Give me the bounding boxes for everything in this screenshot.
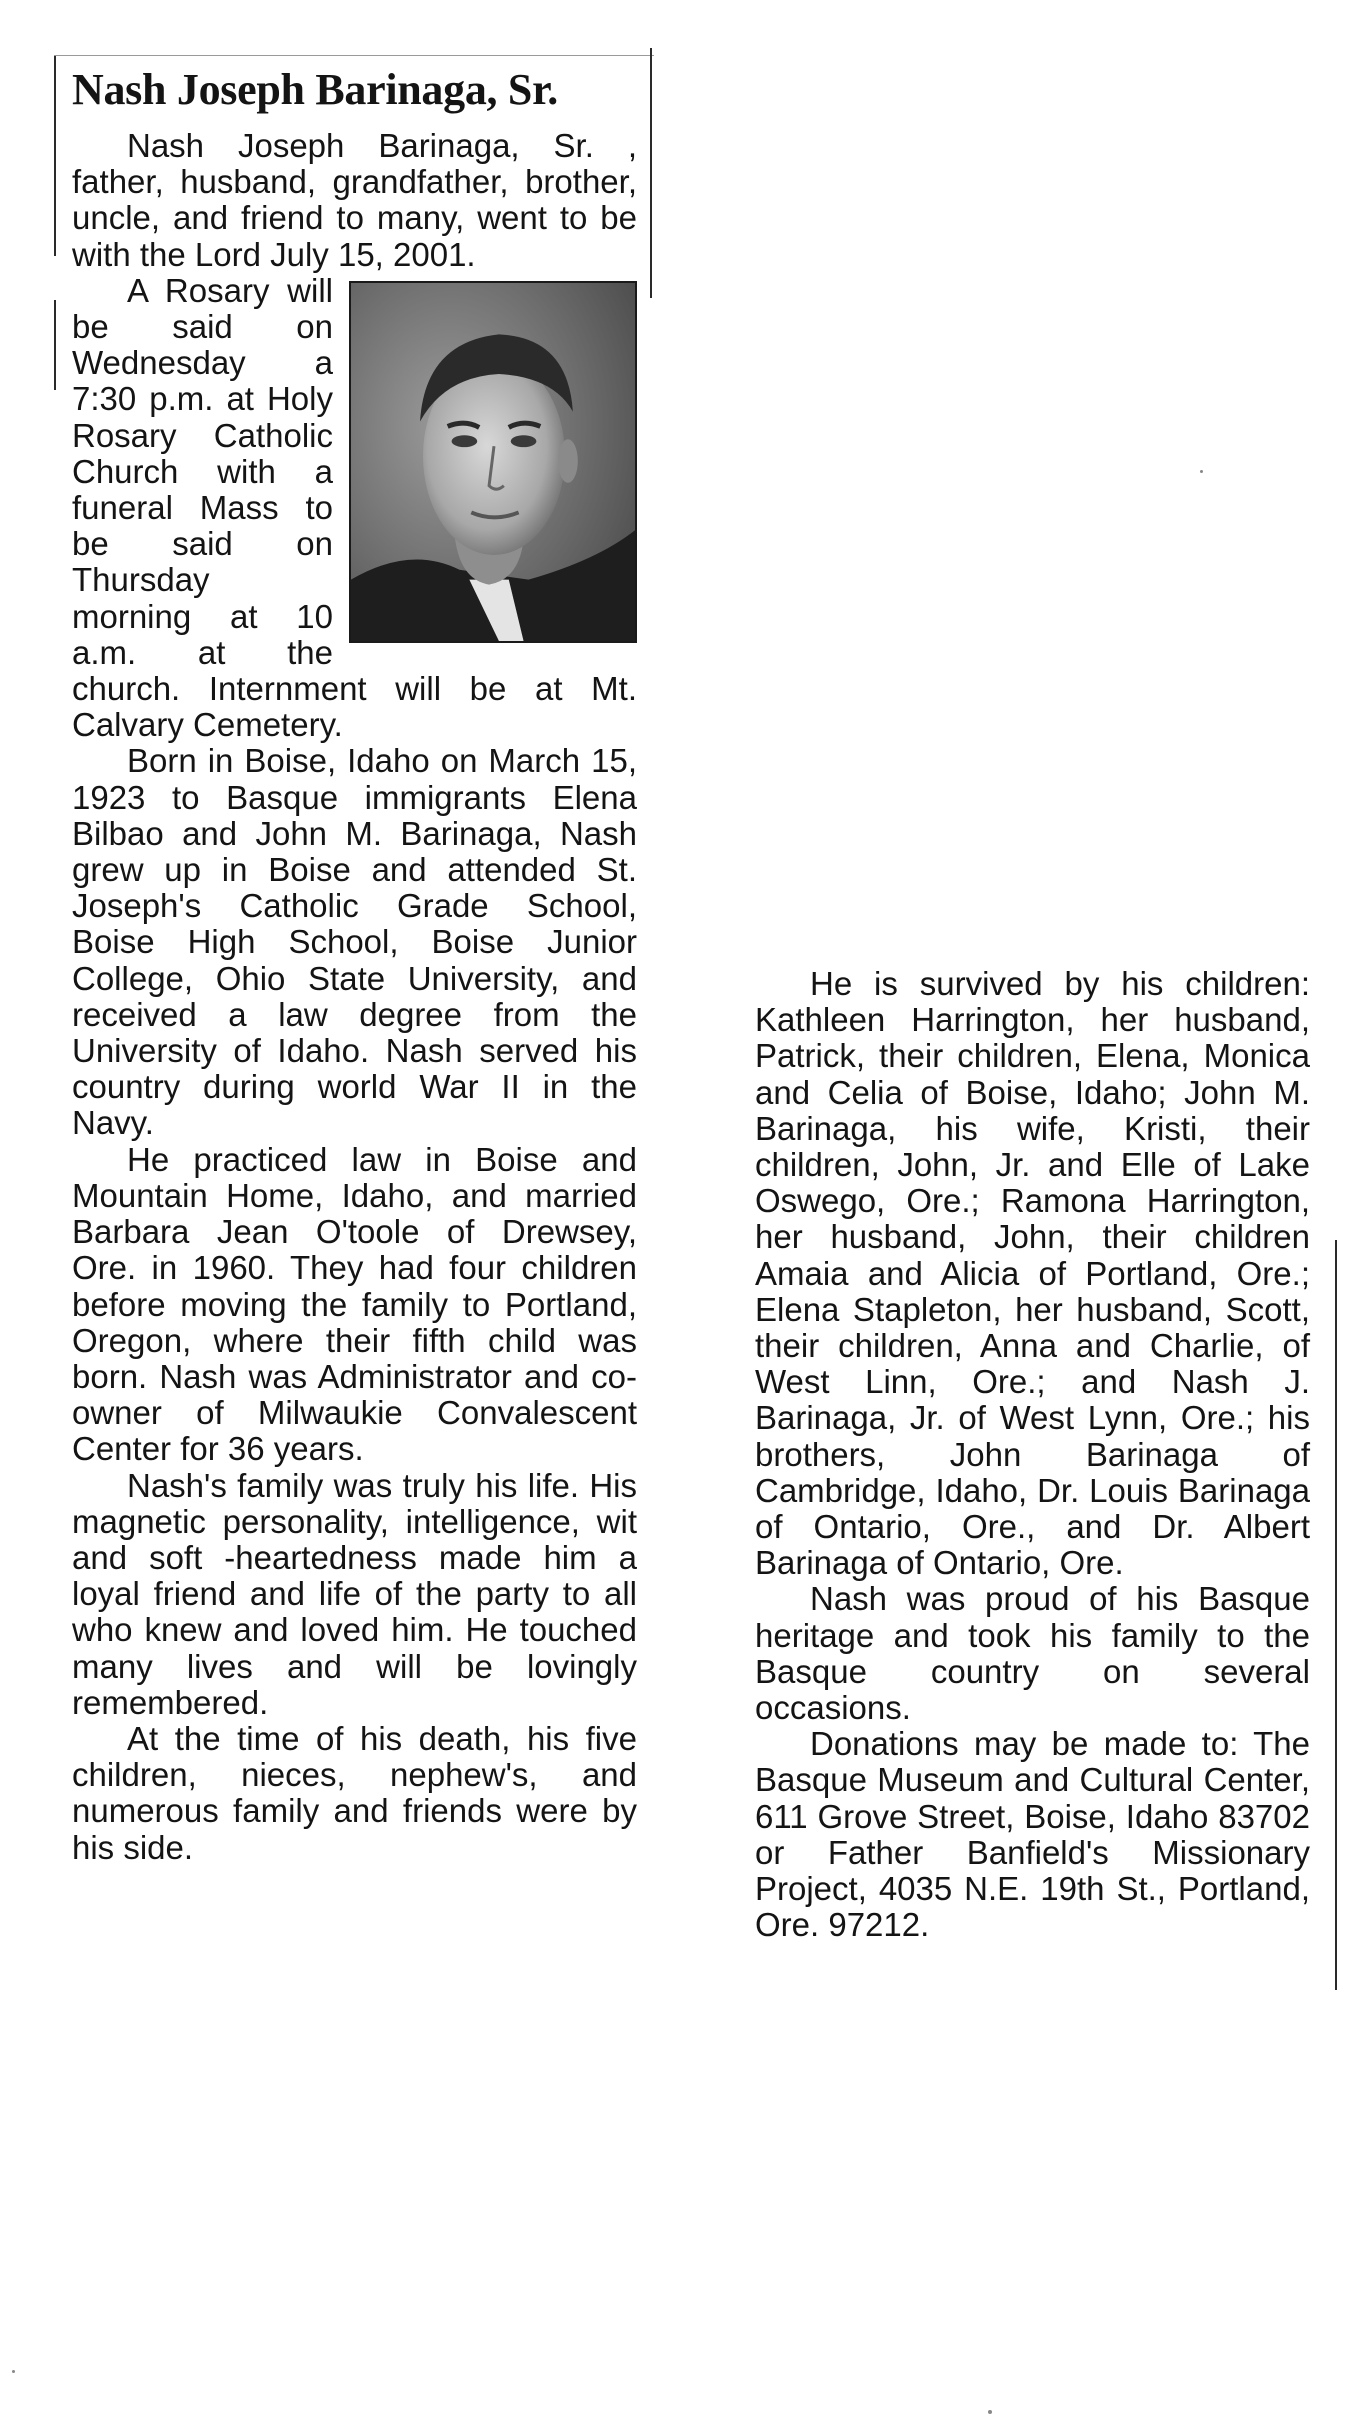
paper-speck [988, 2410, 992, 2414]
paper-speck [12, 2370, 15, 2373]
obituary-left-column [72, 64, 637, 1866]
paper-speck [1200, 470, 1203, 473]
right-column-rule [1335, 1240, 1337, 1990]
top-rule [54, 55, 654, 56]
headline-box-rule [650, 48, 652, 298]
obituary-paragraph: Nash's family was truly his life. His magnetic personality, intelligence, wit and soft -heartedness made him a loyal friend and life of the party to all who knew and loved him. He touched many lives and will be lovingly remembered. [72, 1466, 637, 1721]
obituary-paragraph: He is survived by his children: Kathleen Harrington, her husband, Patrick, their children, Elena, Monica and Celia of Boise, Idaho; John M. Barinaga, his wife, Kristi, their children, John, Jr. and Elle of Lake Oswego, Ore.; Ramona Harrington, her husband, John, their children Amaia and Alicia of Portland, Ore.; Elena Stapleton, her husband, Scott, their children, Anna and Charlie, of West Linn, Ore.; and Nash J. Barinaga, Jr. of West Lynn, Ore.; his brothers, John Barinaga of Cambridge, Idaho, Dr. Louis Barinaga of Ontario, Ore., and Dr. Albert Barinaga of Ontario, Ore. [755, 965, 1310, 1582]
portrait-photo [349, 281, 637, 643]
obituary-headline: Nash Joseph Barinaga, Sr. [72, 65, 558, 114]
obituary-right-column [755, 966, 1310, 1943]
obituary-paragraph: Donations may be made to: The Basque Museum and Cultural Center, 611 Grove Street, Boise, Idaho 83702 or Father Banfield's Missionary Project, 4035 N.E. 19th St., Portland, Ore. 97212. [755, 1725, 1310, 1944]
left-column-rule [54, 56, 56, 256]
obituary-paragraph: Nash was proud of his Basque heritage and took his family to the Basque country on several occasions. [755, 1580, 1310, 1727]
obituary-paragraph: He practiced law in Boise and Mountain Home, Idaho, and married Barbara Jean O'toole of Drewsey, Ore. in 1960. They had four children before moving the family to Portland, Oregon, where their fifth child was born. Nash was Administrator and co-owner of Milwaukie Convalescent Center for 36 years. [72, 1140, 637, 1468]
obituary-paragraph: A Rosary will be said on Wednesday a 7:30 p.m. at Holy Rosary Catholic Church with a funeral Mass to be said on Thursday morning at 10 a.m. at the church. Internment will be at Mt. Calvary Cemetery. [72, 271, 637, 744]
left-column-rule-lower [54, 300, 56, 390]
obituary-paragraph: At the time of his death, his five children, nieces, nephew's, and numerous family and friends were by his side. [72, 1719, 637, 1866]
obituary-paragraph: Nash Joseph Barinaga, Sr. , father, husband, grandfather, brother, uncle, and friend to many, went to be with the Lord July 15, 2001. [72, 127, 637, 273]
obituary-paragraph: Born in Boise, Idaho on March 15, 1923 to Basque immigrants Elena Bilbao and John M. Barinaga, Nash grew up in Boise and attended St. Joseph's Catholic Grade School, Boise High School, Boise Junior College, Ohio State University, and received a law degree from the University of Idaho. Nash served his country during world War II in the Navy. [72, 742, 637, 1142]
